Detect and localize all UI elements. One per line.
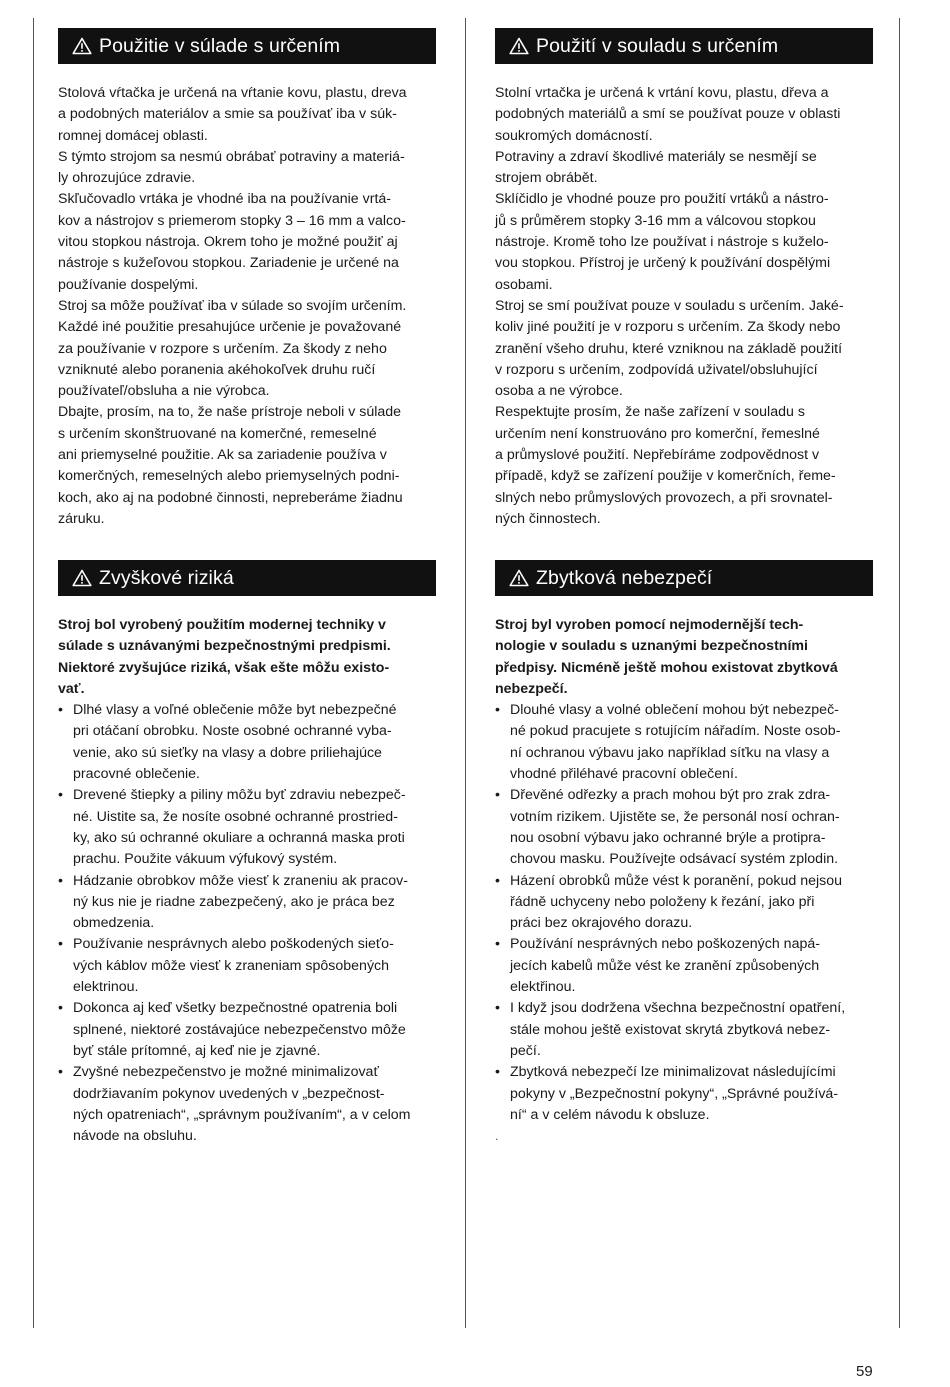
trailing-dot: . — [495, 1129, 499, 1144]
section-heading — [58, 28, 436, 64]
list-item: • Dřevěné odřezky a prach mohou být pro zrak zdra- votním rizikem. Ujistěte se, že personál nosí ochran- nou osobní výbavu jako ochranné brýle a protipra- chovou masku. Používejte odsávací systém zplodin. — [495, 785, 873, 870]
section-body — [495, 615, 873, 1147]
bullet-list — [495, 700, 873, 1126]
section-heading — [495, 560, 873, 596]
paragraph: Stolová vŕtačka je určená na vŕtanie kovu, plastu, dreva a podobných materiálov a smie sa používať iba v súk- romnej domácej oblasti. — [58, 85, 407, 144]
warning-triangle-icon — [509, 569, 529, 587]
section-title: Použití v souladu s určením — [536, 34, 779, 57]
list-item: • Dokonca aj keď všetky bezpečnostné opatrenia boli splnené, niektoré zostávajúce nebezpečenstvo môže byť stále prítomné, aj keď nie je zjavné. — [58, 998, 436, 1062]
bullet-list — [58, 700, 436, 1147]
list-item: • I když jsou dodržena všechna bezpečnostní opatření, stále mohou ještě existovat skrytá zbytková nebez- pečí. — [495, 998, 873, 1062]
residual-risks-section-cz — [495, 560, 873, 1147]
warning-triangle-icon — [509, 37, 529, 55]
column-rule-left — [33, 18, 34, 1328]
list-item: • Používanie nesprávnych alebo poškodených sieťo- vých káblov môže viesť k zraneniam spôsobených elektrinou. — [58, 934, 436, 998]
section-body — [495, 83, 873, 530]
section-title: Zvyškové riziká — [99, 566, 234, 589]
paragraph: Dbajte, prosím, na to, že naše prístroje neboli v súlade s určením skonštruované na komerčné, remeselné ani priemyselné použitie. Ak sa zariadenie používa v komerčných, remeselných alebo priemyselných podni- koch, ako aj na podobné činnosti, nepreberáme žiadnu záruku. — [58, 404, 403, 527]
section-heading — [495, 28, 873, 64]
paragraph: S týmto strojom sa nesmú obrábať potraviny a materiá- ly ohrozujúce zdravie. — [58, 148, 405, 187]
warning-triangle-icon — [72, 37, 92, 55]
list-item: • Dlhé vlasy a voľné oblečenie môže byt nebezpečné pri otáčaní obrobku. Noste osobné ochranné vyba- venie, ako sú sieťky na vlasy a dobre priliehajúce pracovné oblečenie. — [58, 700, 436, 785]
list-item: • Zbytková nebezpečí lze minimalizovat následujícími pokyny v „Bezpečnostní pokyny“, „Správné používá- ní“ a v celém návodu k obsluze. — [495, 1062, 873, 1126]
list-item: • Drevené štiepky a piliny môžu byť zdraviu nebezpeč- né. Uistite sa, že nosíte osobné ochranné prostried- ky, ako sú ochranné okuliare a ochranná maska proti prachu. Použite vákuum výfukový systém. — [58, 785, 436, 870]
intended-use-section-sk — [58, 28, 436, 530]
section-heading — [58, 560, 436, 596]
list-item: • Hádzanie obrobkov môže viesť k zraneniu ak pracov- ný kus nie je riadne zabezpečený, ako je práca bez obmedzenia. — [58, 871, 436, 935]
warning-triangle-icon — [72, 569, 92, 587]
list-item: • Zvyšné nebezpečenstvo je možné minimalizovať dodržiavaním pokynov uvedených v „bezpečnost- ných opatreniach“, „správnym používaním“, a v celom návode na obsluhu. — [58, 1062, 436, 1147]
paragraph: Potraviny a zdraví škodlivé materiály se nesmějí se strojem obrábět. — [495, 148, 817, 187]
intended-use-section-cz — [495, 28, 873, 530]
section-title: Použitie v súlade s určením — [99, 34, 341, 57]
section-body — [58, 615, 436, 1147]
section-title: Zbytková nebezpečí — [536, 566, 713, 589]
intro-text: Stroj byl vyroben pomocí nejmodernější tech- nologie v souladu s uznanými bezpečnostními předpisy. Nicméně ještě mohou existovat zbytková nebezpečí. — [495, 617, 838, 697]
page-number: 59 — [856, 1363, 873, 1380]
section-body — [58, 83, 436, 530]
paragraph: Skľučovadlo vrtáka je vhodné iba na používanie vrtá- kov a nástrojov s priemerom stopky 3 – 16 mm a valco- vitou stopkou nástroja. Okrem toho je možné použiť aj nástroje s kužeľovou stopkou. Zariadenie je určené na používanie dospelými. — [58, 191, 406, 293]
column-rule-right — [899, 18, 900, 1328]
paragraph: Stolní vrtačka je určená k vrtání kovu, plastu, dřeva a podobných materiálů a smí se používat pouze v oblasti soukromých domácností. — [495, 85, 841, 144]
paragraph: Stroj se smí používat pouze v souladu s určením. Jaké- koliv jiné použití je v rozporu s určením. Za škody nebo zranění všeho druhu, které vzniknou na základě použití v rozporu s určením, zodpovídá uživatel/obsluhující osoba a ne výrobce. — [495, 297, 844, 400]
list-item: • Házení obrobků může vést k poranění, pokud nejsou řádně uchyceny nebo položeny k řezání, jako při práci bez okrajového dorazu. — [495, 871, 873, 935]
paragraph: Stroj sa môže používať iba v súlade so svojím určením. Každé iné použitie presahujúce určenie je považované za používanie v rozpore s určením. Za škody z neho vzniknuté alebo poranenia akéhokoľvek druhu ručí používateľ/obsluha a nie výrobca. — [58, 297, 407, 400]
residual-risks-section-sk — [58, 560, 436, 1147]
column-rule-middle — [465, 18, 466, 1328]
list-item: • Dlouhé vlasy a volné oblečení mohou být nebezpeč- né pokud pracujete s rotujícím nářadím. Noste osob- ní ochranou výbavu jako například síťku na vlasy a vhodné přiléhavé pracovní oblečení. — [495, 700, 873, 785]
paragraph: Respektujte prosím, že naše zařízení v souladu s určením není konstruováno pro komerční, řemeslné a průmyslové použití. Nepřebíráme zodpovědnost v případě, když se zařízení použije v komerčních, řeme- slných nebo průmyslových provozech, a při srovnatel- ných činnostech. — [495, 404, 836, 527]
intro-text: Stroj bol vyrobený použitím modernej techniky v súlade s uznávanými bezpečnostnými predpismi. Niektoré zvyšujúce riziká, však ešte môžu existo- vať. — [58, 617, 391, 697]
paragraph: Sklíčidlo je vhodné pouze pro použití vrtáků a nástro- jů s průměrem stopky 3-16 mm a válcovou stopkou nástroje. Kromě toho lze používat i nástroje s kuželo- vou stopkou. Přístroj je určený k používání dospělými osobami. — [495, 191, 831, 293]
list-item: • Používání nesprávných nebo poškozených napá- jecích kabelů může vést ke zranění způsobených elektřinou. — [495, 934, 873, 998]
